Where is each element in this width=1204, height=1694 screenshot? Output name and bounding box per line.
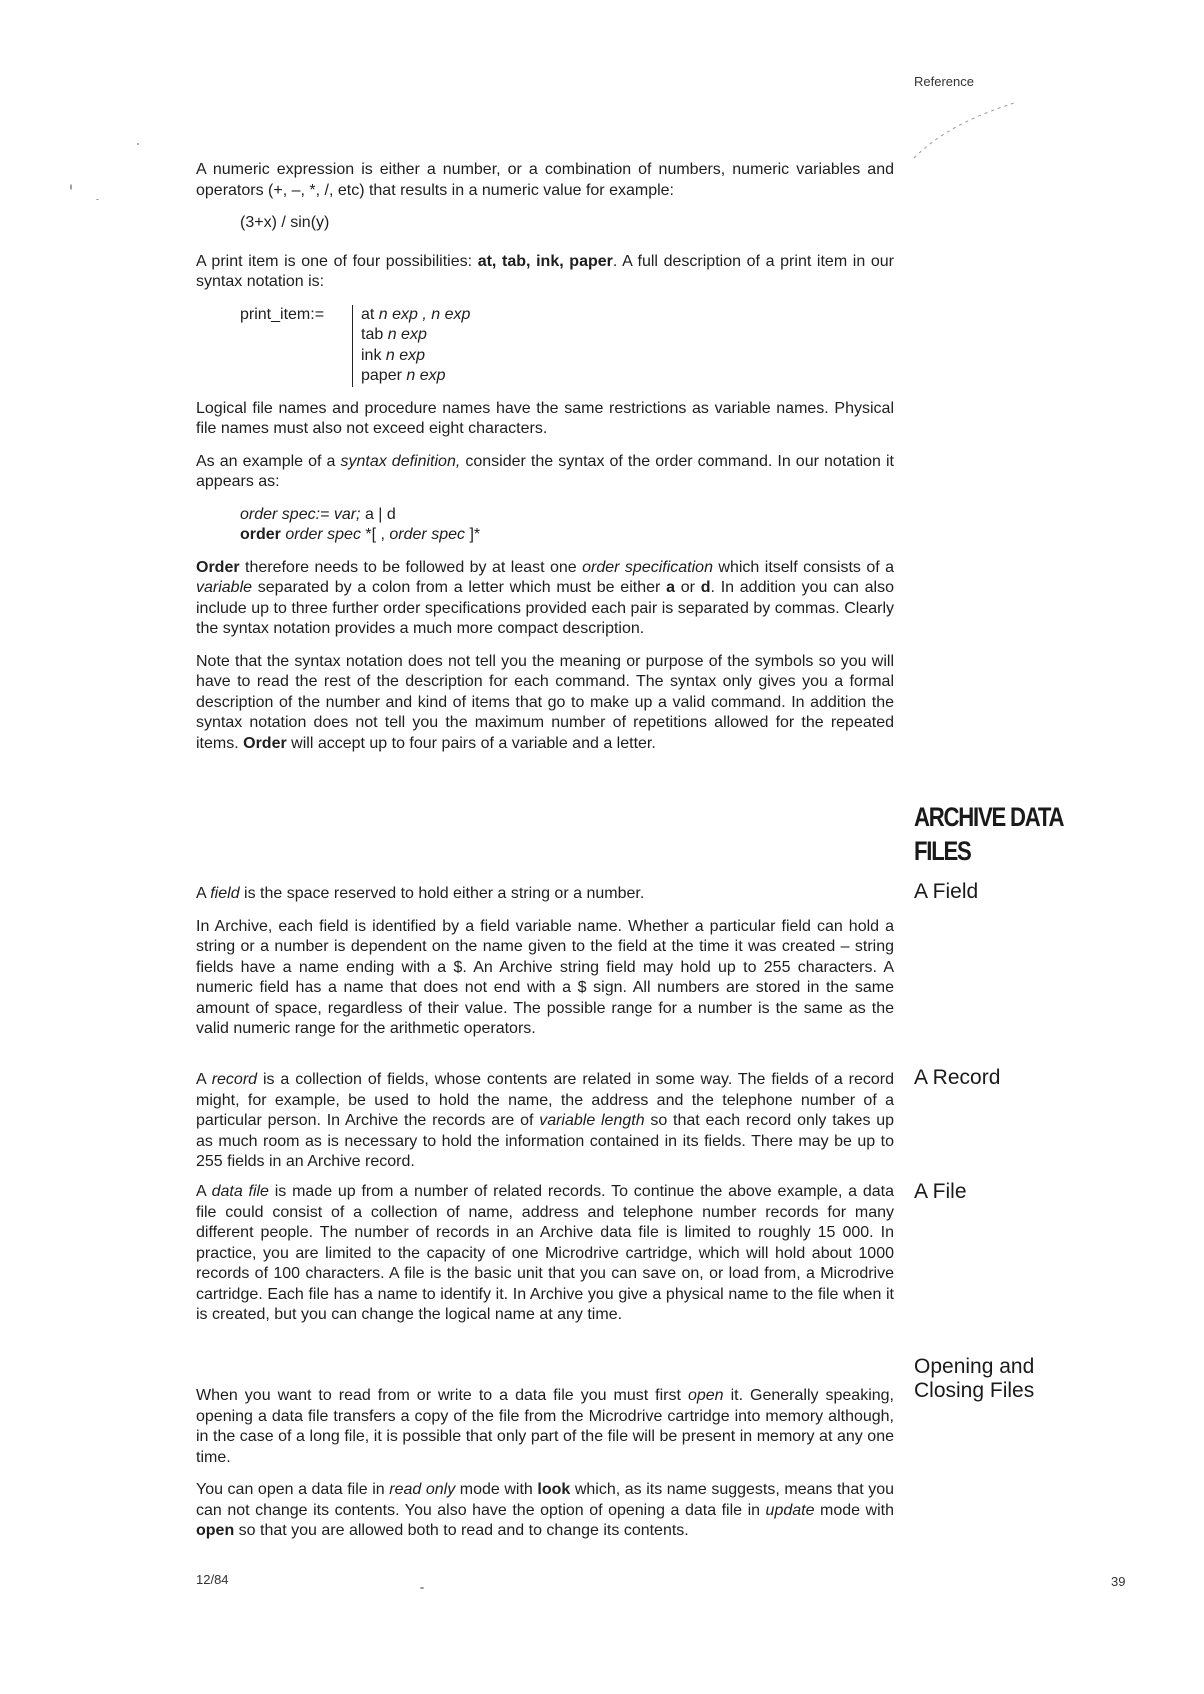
order-keyword: Order xyxy=(196,558,240,576)
opening-text: it. Generally speaking, opening a data file transfers a copy of the file from the Microdrive cartridge into memory although, in the case of a long file, it is possible that only part of the file will be present in memory at any one time. xyxy=(196,1387,894,1466)
file-text: is made up from a number of related records. To continue the above example, a data file could consist of a collection of name, address and telephone number records for many different people. The number of records in an Archive data file is limited to roughly 15 000. In practice, you are limited to the capacity of one Microdrive cartridge, which will hold about 1000 records of 100 characters. A file is the basic unit that you can save on, or load from, a Microdrive cartridge. Each file has a name to identify it. In Archive you give a physical name to the file when it is created, but you can change the logical name at any time. xyxy=(196,1183,895,1323)
print-item-keywords: at, tab, ink, paper xyxy=(477,252,613,270)
order-keyword: Order xyxy=(243,734,287,752)
open-term: open xyxy=(687,1387,724,1404)
section-title xyxy=(914,800,1063,868)
syntax-definition-text: As an example of a xyxy=(196,452,341,470)
order-repeat-close: ]* xyxy=(465,526,481,543)
syntax-alternative xyxy=(361,366,470,387)
order-text: separated by a colon from a letter which must be either xyxy=(252,579,667,596)
section-title-line: FILES xyxy=(914,836,971,866)
order-spec-arg-repeat: order spec xyxy=(389,526,465,543)
syntax-keyword: tab xyxy=(361,326,384,343)
syntax-note-paragraph xyxy=(196,652,894,755)
file-section xyxy=(196,1182,894,1338)
decorative-pen-stroke xyxy=(912,100,1022,160)
record-heading: A Record xyxy=(914,1066,1001,1089)
letter-d-keyword: d xyxy=(700,579,711,596)
field-text: A xyxy=(196,885,211,902)
scan-speck xyxy=(70,184,72,190)
file-text: A xyxy=(196,1183,212,1200)
order-paragraph xyxy=(196,558,894,640)
field-heading: A Field xyxy=(914,880,979,903)
opening-closing-heading xyxy=(914,1355,1034,1403)
open-modes-text: which, as its name suggests, means that you can not change its contents. You also have the option of opening a data file in xyxy=(196,1481,895,1519)
record-text: A xyxy=(196,1071,212,1088)
order-spec-line xyxy=(240,505,894,526)
syntax-argument: n exp xyxy=(406,367,446,384)
print-item-syntax-lhs: print_item:= xyxy=(240,305,325,323)
field-term: field xyxy=(210,885,240,902)
syntax-definition-text-end: consider the syntax of the order command. In our notation it appears as: xyxy=(196,452,894,490)
scan-speck xyxy=(96,199,99,200)
opening-paragraph xyxy=(196,1386,894,1468)
print-item-text-end: . A full description of a print item in our syntax notation is: xyxy=(196,252,895,290)
opening-heading-line: Opening and xyxy=(914,1355,1035,1378)
field-text: is the space reserved to hold either a string or a number. xyxy=(239,885,645,902)
field-section xyxy=(196,884,894,1052)
print-item-syntax xyxy=(240,305,894,387)
syntax-argument: n exp xyxy=(385,346,426,364)
open-modes-text: so that you are allowed both to read and to change its contents. xyxy=(234,1522,689,1539)
scan-speck xyxy=(137,143,139,145)
variable-length-term: variable length xyxy=(539,1112,645,1129)
order-syntax xyxy=(240,505,894,546)
open-keyword: open xyxy=(196,1522,235,1539)
record-text: is a collection of fields, whose contents are related in some way. The fields of a record might, for example, be used to hold the name, the address and the telephone number of a particular person. In Archive the records are of xyxy=(196,1071,895,1129)
numeric-expression-example: (3+x) / sin(y) xyxy=(240,214,330,231)
opening-text: When you want to read from or write to a data file you must first xyxy=(196,1387,688,1404)
print-item-text: A print item is one of four possibilities: xyxy=(196,252,478,270)
intro-column xyxy=(196,160,894,766)
open-modes-paragraph xyxy=(196,1480,894,1542)
record-text: so that each record only takes up as much room as is necessary to hold the information contained in its fields. There may be up to 255 fields in an Archive record. xyxy=(196,1112,895,1170)
syntax-keyword: at xyxy=(361,305,375,323)
syntax-alternative xyxy=(361,325,470,346)
syntax-argument: n exp xyxy=(387,326,427,343)
order-keyword: order xyxy=(240,526,281,543)
record-section xyxy=(196,1070,894,1185)
syntax-definition-paragraph xyxy=(196,452,894,493)
opening-heading-line: Closing Files xyxy=(914,1379,1035,1402)
syntax-note-text-end: will accept up to four pairs of a variable and a letter. xyxy=(286,734,656,752)
order-spec-options: a | d xyxy=(360,505,396,523)
print-item-syntax-alternatives xyxy=(352,305,470,387)
footer-date: 12/84 xyxy=(196,1572,229,1587)
numeric-expression-text: A numeric expression is either a number, or a combination of numbers, numeric variables and operators (+, –, *, /, etc) that results in a numeric value for example: xyxy=(196,161,894,199)
order-spec-arg: order spec xyxy=(280,526,361,543)
section-title-line: ARCHIVE DATA xyxy=(914,802,1064,832)
syntax-keyword: paper xyxy=(361,367,402,384)
file-names-paragraph: Logical file names and procedure names have the same restrictions as variable names. Physical file names must also not exceed eight characters. xyxy=(196,399,894,437)
data-file-term: data file xyxy=(211,1183,269,1200)
field-detail-paragraph: In Archive, each field is identified by a field variable name. Whether a particular field can hold a string or a number is dependent on the name given to the field at the time it was created – string fields have a name ending with a $. An Archive string field may hold up to 255 characters. A numeric field has a name that does not end with a $ sign. All numbers are stored in the same amount of space, regardless of their value. The possible range for a number is the same as the valid numeric range for the arithmetic operators. xyxy=(196,917,894,1037)
scan-speck xyxy=(420,1587,424,1589)
numeric-expression-paragraph xyxy=(196,160,894,201)
file-paragraph xyxy=(196,1182,894,1326)
syntax-keyword: ink xyxy=(361,346,382,364)
read-only-term: read only xyxy=(389,1481,456,1498)
record-term: record xyxy=(211,1071,258,1088)
open-modes-text: You can open a data file in xyxy=(196,1481,390,1498)
order-repeat-open: *[ , xyxy=(360,526,390,543)
syntax-argument: n exp , n exp xyxy=(378,305,471,323)
order-text: . In addition you can also include up to three further order specifications provided each pair is separated by commas. Clearly the syntax notation provides a much more compact description. xyxy=(196,579,895,637)
page-number: 39 xyxy=(1111,1574,1126,1589)
look-keyword: look xyxy=(537,1481,571,1498)
syntax-definition-term: syntax definition, xyxy=(340,452,461,470)
file-heading: A File xyxy=(914,1180,967,1203)
order-text: therefore needs to be followed by at least one xyxy=(239,558,583,576)
letter-a-keyword: a xyxy=(666,579,675,596)
record-paragraph xyxy=(196,1070,894,1173)
syntax-note-text: Note that the syntax notation does not tell you the meaning or purpose of the symbols so you will have to read the rest of the description for each command. The syntax only gives you a formal description of the number and kind of items that go to make up a valid command. In addition the syntax notation does not tell you the maximum number of repetitions allowed for the repeated items. xyxy=(196,652,894,752)
field-definition-paragraph xyxy=(196,884,894,905)
open-modes-text: mode with xyxy=(455,1481,538,1498)
order-command-line xyxy=(240,525,894,546)
syntax-alternative xyxy=(361,346,470,367)
order-term: order specification xyxy=(582,558,713,576)
update-term: update xyxy=(765,1501,815,1519)
opening-section xyxy=(196,1386,894,1554)
order-spec-definition: order spec:= var; xyxy=(240,505,361,523)
syntax-alternative xyxy=(361,305,470,326)
order-text: or xyxy=(674,579,701,596)
print-item-paragraph xyxy=(196,252,894,293)
variable-term: variable xyxy=(196,579,253,596)
open-modes-text: mode with xyxy=(814,1501,894,1519)
order-text: which itself consists of a xyxy=(712,558,895,576)
running-head: Reference xyxy=(914,74,974,89)
